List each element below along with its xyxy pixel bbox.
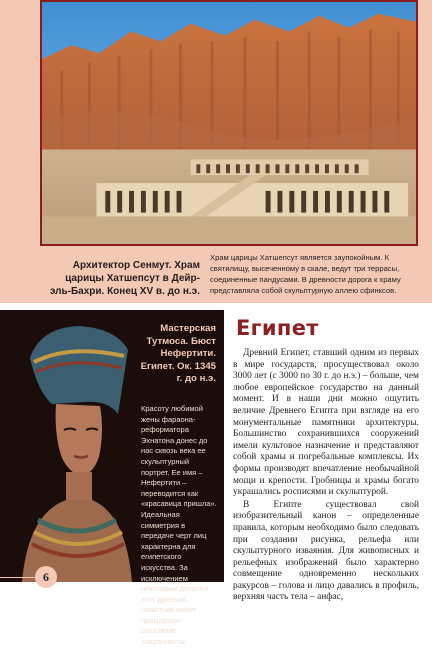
top-photo-panel (0, 0, 432, 303)
article-paragraph: В Египте существовал свой изобразительный канон – определенные правила, которым необходимо было следовать при создании рисунка, рельефа или скульптурного изваяния. Для живописных и рельефных изображений было характерно совмещение одновременно нескольких ракурсов – голова и лицо давались в профиль, верхняя часть тела – анфас, (233, 499, 419, 603)
bust-caption-title: Мастерская Тутмоса. Бюст Нефертити. Египет. Ок. 1345 г. до н.э. (140, 323, 216, 384)
nefertiti-panel (0, 310, 224, 647)
article-title: Египет (236, 316, 319, 340)
nefertiti-bust-image (0, 310, 140, 582)
article-paragraph: Древний Египет, ставший одним из первых в мире государств, просуществовал около 3000 лет (с 3000 по 30 г. до н.э.) – больше, чем любое европейское государство на данный момент. И в наши дни можно ощутить величие Древнего Египта при взгляде на его монументальные памятники архитектуры. Большинство сохранившихся сооружений имели культовое назначение и представляют собой храмы и погребальные комплексы. Их формы производят впечатление необычайной мощи и крепости. Гробницы и храмы богато украшались росписями и скульптурой. (233, 348, 419, 498)
bust-caption-text: Красоту любимой жены фараона-реформатора Эхнатона донес до нас сквозь века ее скульптурный портрет. Ее имя – Нефертити – переводится как «красавица пришла». Идеальная симметрия в передаче черт лиц характерна для египетского искусства. За исключением некоторых деталей этот древний памятник имеет прекрасное состояние сохранности. (141, 404, 217, 647)
article-body (233, 348, 419, 604)
temple-photo (40, 0, 418, 246)
temple-caption-title: Архитектор Сенмут. Храм царицы Хатшепсут в Дейр-эль-Бахри. Конец XV в. до н.э. (49, 260, 200, 297)
page-number: 6 (35, 566, 57, 588)
temple-illustration (42, 2, 416, 244)
page-number-rule (0, 577, 38, 578)
temple-caption-text: Храм царицы Хатшепсут является заупокойным. К святилищу, высеченному в скале, ведут три террасы, соединенные пандусами. В древности дорога к храму представляла собой скульптурную аллею сфинксов. (210, 253, 401, 295)
